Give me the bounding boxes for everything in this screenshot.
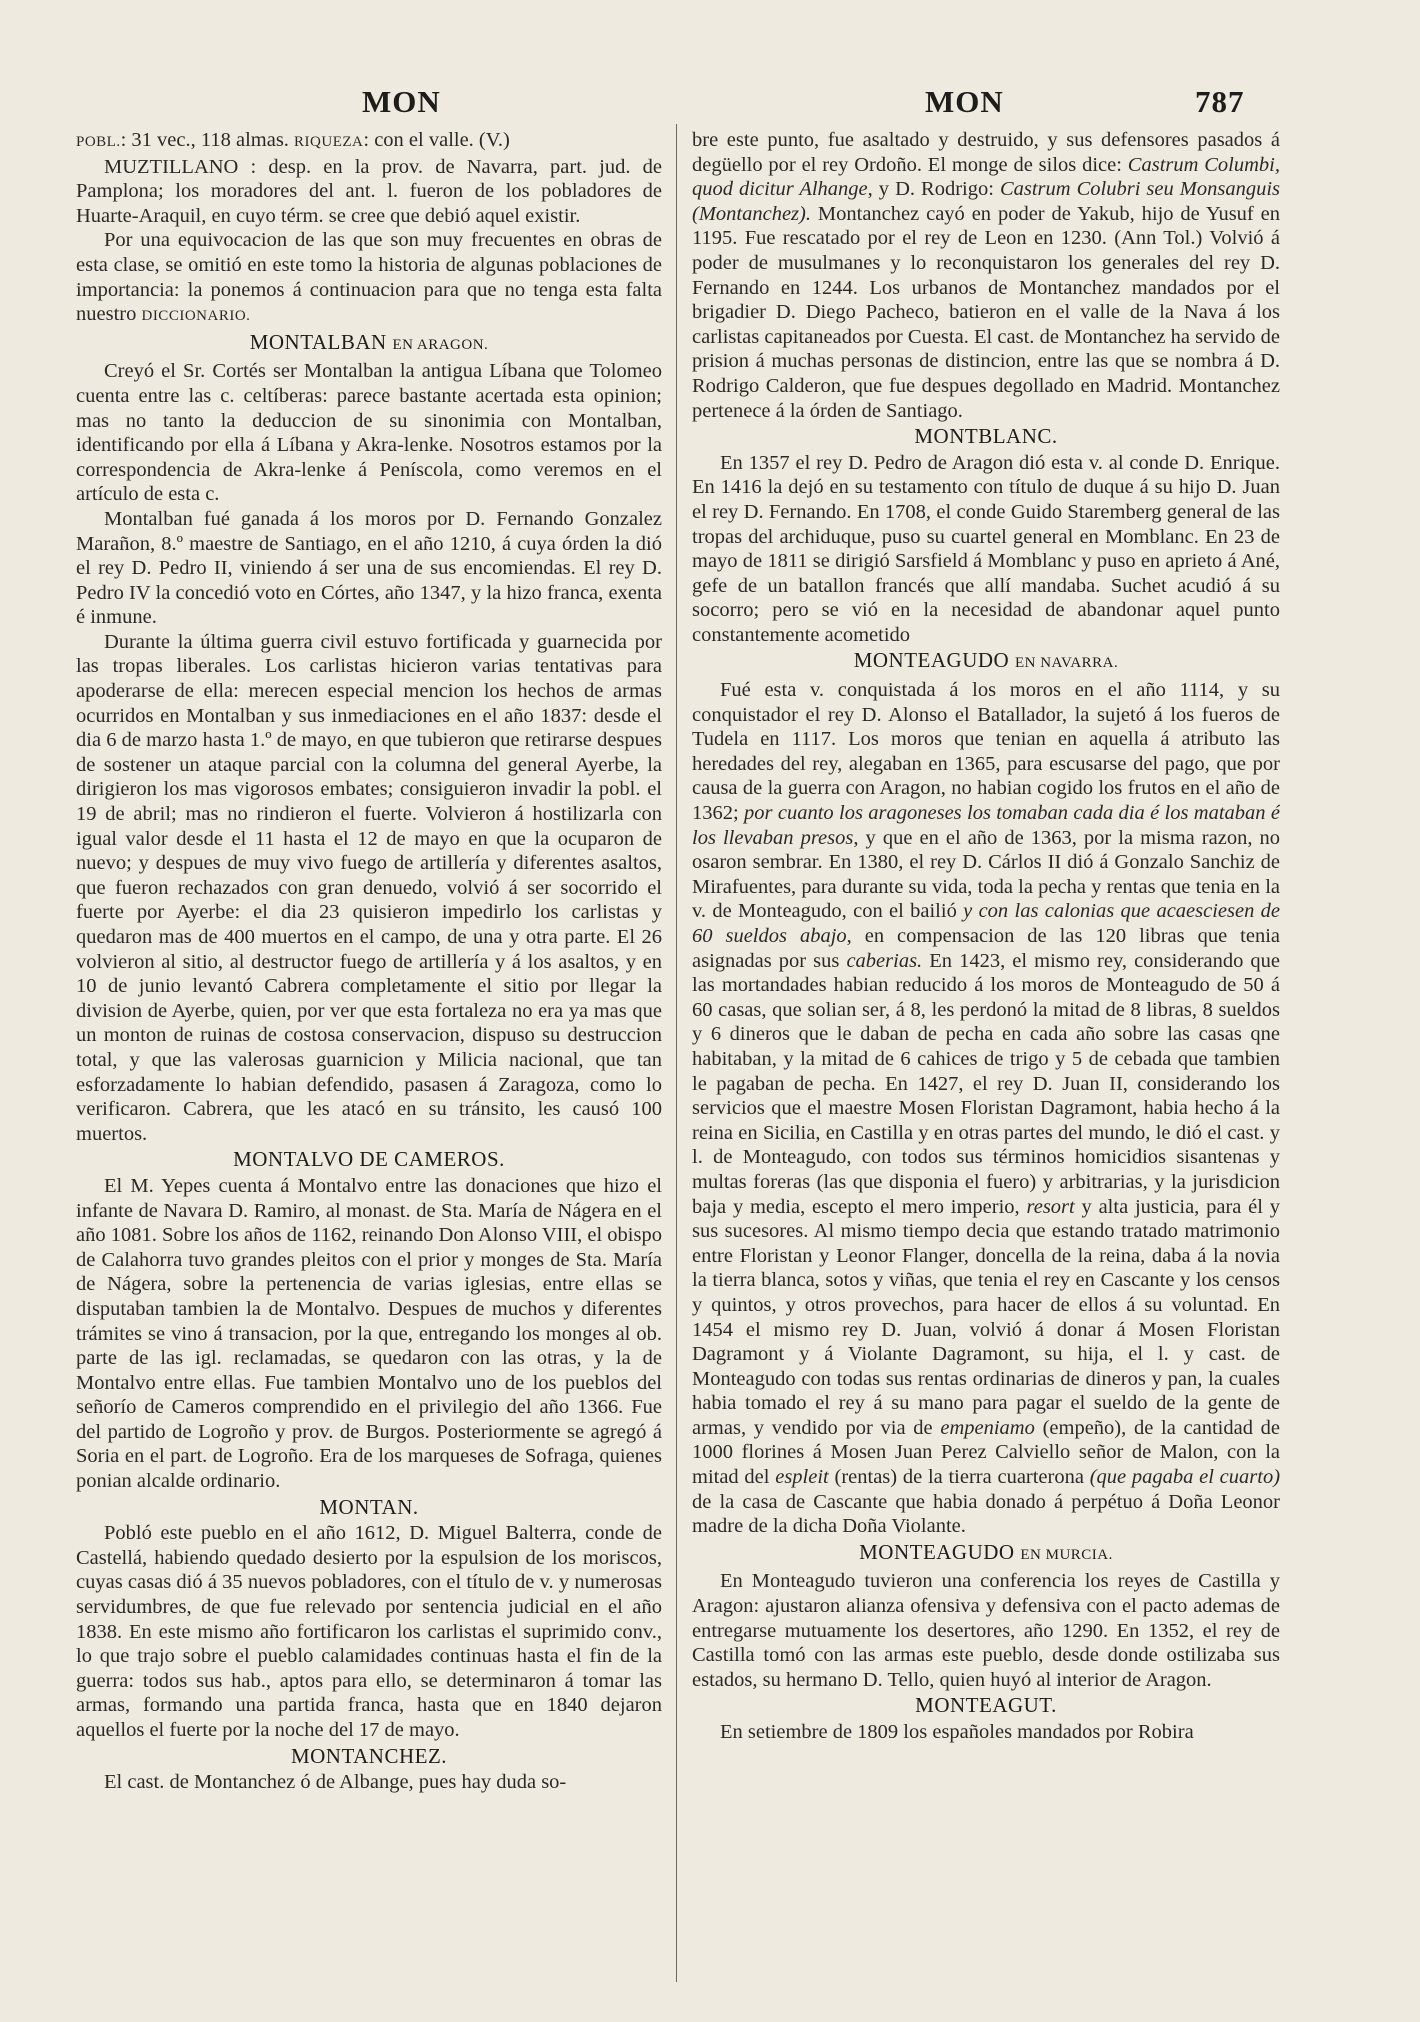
entry-muztillano: MUZTILLANO : desp. en la prov. de Navarra, part. jud. de Pamplona; los moradores del ant. l. fueron de los pobladores de Huarte-Araquil, en cuyo térm. se cree que debió aquel existir. — [76, 155, 662, 227]
column-divider — [676, 124, 677, 1982]
paragraph: En setiembre de 1809 los españoles mandados por Robira — [720, 1721, 1194, 1743]
header-right-word: MON — [925, 84, 1004, 119]
editor-note: Por una equivocacion de las que son muy frecuentes en obras de esta clase, se omitió en este tomo la historia de algunas poblaciones de importancia: la ponemos á continuacion para que no tenga esta falta nuestro DICCIONARIO. — [76, 229, 662, 326]
page-number: 787 — [1195, 84, 1245, 119]
header-left-word: MON — [362, 84, 441, 119]
heading-montblanc: MONTBLANC. — [914, 424, 1058, 449]
paragraph: Durante la última guerra civil estuvo fortificada y guarnecida por las tropas liberales. Los carlistas hicieron varias tentativas para apoderarse de ella: merecen especial mencion los hechos de armas ocurridos en Montalban y sus inmediaciones en el año 1837: desde el dia 6 de marzo hasta 1.º de mayo, en que tubieron que retirarse despues de sostener un ataque parcial con la columna del general Ayerbe, la dirigieron los mas vigorosos embates; consiguieron invadir la pobl. el 19 de abril; mas no rindieron el fuerte. Volvieron á hostilizarla con igual valor desde el 11 hasta el 12 de mayo en que la ocuparon de nuevo; y despues de muy vivo fuego de artillería y diferentes asaltos, que fueron rechazados con gran denuedo, volvió á ser socorrido el fuerte por Ayerbe: el dia 23 quisieron impedirlo los carlistas y quedaron mas de 400 muertos en el campo, de una y otra parte. El 26 volvieron al sitio, al destructor fuego de artillería y á los asaltos, y en 10 de junio levantó Cabrera completamente el sitio por llegar la division de Ayerbe, quien, por ver que esta fortaleza no era ya mas que un monton de ruinas de costosa conservacion, dispuso su destruccion total, y que las valerosas guarnicion y Milicia nacional, que tan esforzadamente lo habian defendido, pasasen á Zaragoza, como lo verificaron. Cabrera, que les atacó en su tránsito, les causó 100 muertos. — [76, 630, 662, 1145]
paragraph: En Monteagudo tuvieron una conferencia los reyes de Castilla y Aragon: ajustaron alianza ofensiva y defensiva con el pacto ademas de entregarse mutuamente los desertores, año 1290. En 1352, el rey de Castilla tomó con las armas este pueblo, desde donde ostilizaba sus estados, su hermano D. Tello, quien huyó al interior de Aragon. — [692, 1570, 1280, 1691]
heading-monteagudo-murcia: MONTEAGUDO EN MURCIA. — [859, 1539, 1113, 1564]
heading-montalban: MONTALBAN EN ARAGON. — [249, 329, 489, 354]
paragraph: Montalban fué ganada á los moros por D. Fernando Gonzalez Marañon, 8.º maestre de Santiago, en el año 1210, á cuya órden la dió el rey D. Pedro II, viniendo á ser una de sus encomiendas. El rey D. Pedro IV la concedió voto en Córtes, año 1347, y la hizo franca, exenta é inmune. — [76, 507, 662, 629]
entry-intro: POBL.: 31 vec., 118 almas. RIQUEZA: con el valle. (V.) — [76, 129, 510, 151]
heading-monteagudo-navarra: MONTEAGUDO EN NAVARRA. — [853, 648, 1119, 673]
paragraph: El cast. de Montanchez ó de Albange, pues hay duda so- — [104, 1771, 567, 1794]
paragraph: Creyó el Sr. Cortés ser Montalban la antigua Líbana que Tolomeo cuenta entre las c. celtíberas: parece bastante acertada esta opinion; mas no tanto la deduccion de su sinonimia con Montalban, identificando por ella á Líbana y Akra-lenke. Nosotros estamos por la correspondencia de Akra-lenke á Peníscola, como veremos en el artículo de esta c. — [76, 360, 662, 506]
heading-montan: MONTAN. — [319, 1494, 419, 1519]
running-header — [0, 84, 1420, 124]
heading-montanchez: MONTANCHEZ. — [290, 1743, 448, 1768]
heading-monteagut: MONTEAGUT. — [915, 1693, 1057, 1718]
paragraph-continued: bre este punto, fue asaltado y destruido, y sus defensores pasados á degüello por el rey Ordoño. El monge de silos dice: Castrum Columbi, quod dicitur Alhange, y D. Rodrigo: Castrum Colubri seu Monsanguis (Montanchez). Montanchez cayó en poder de Yakub, hijo de Yusuf en 1195. Fue rescatado por el rey de Leon en 1230. (Ann Tol.) Volvió á poder de musulmanes y lo reconquistaron los generales del rey D. Fernando en 1244. Los urbanos de Montanchez mandados por el brigadier D. Diego Pacheco, batieron en el valle de la Nava á los carlistas capitaneados por Cuesta. El cast. de Montanchez ha servido de prision á muchas personas de distincion, entre las que se nombra á D. Rodrigo Calderon, que fue despues degollado en Madrid. Montanchez pertenece á la órden de Santiago. — [692, 129, 1280, 422]
right-column — [692, 128, 1280, 2008]
paragraph: El M. Yepes cuenta á Montalvo entre las donaciones que hizo el infante de Navara D. Ramiro, al monast. de Sta. María de Nágera en el año 1081. Sobre los años de 1162, reinando Don Alonso VIII, el obispo de Calahorra tuvo grandes pleitos con el prior y monges de Sta. María de Nágera, sobre la pertenencia de varias iglesias, entre ellas se disputaban tambien la de Montalvo. Despues de muchos y diferentes trámites se vino á transacion, por la que, entregando los monges al ob. parte de las igl. reclamadas, se quedaron con las otras, y la de Montalvo entre ellas. Fue tambien Montalvo uno de los pueblos del señorío de Cameros comprendido en el privilegio del año 1366. Fue del partido de Logroño y prov. de Burgos. Posteriormente se agregó á Soria en el part. de Logroño. Era de los marqueses de Sofraga, quienes ponian alcalde ordinario. — [76, 1174, 662, 1493]
heading-montalvo: MONTALVO DE CAMEROS. — [233, 1147, 505, 1172]
paragraph: En 1357 el rey D. Pedro de Aragon dió esta v. al conde D. Enrique. En 1416 la dejó en su testamento con título de duque á su hijo D. Juan el rey D. Fernando. En 1708, el conde Guido Staremberg general de las tropas del archiduque, puso su cuartel general en Momblanc. En 23 de mayo de 1811 se dirigió Sarsfield á Momblanc y puso en aprieto á Ané, gefe de un batallon francés que allí mandaba. Suchet acudió á su socorro; pero se vió en la necesidad de abandonar aquel punto constantemente acometido — [692, 451, 1280, 646]
paragraph: Fué esta v. conquistada á los moros en el año 1114, y su conquistador el rey D. Alonso el Batallador, la sujetó á los fueros de Tudela en 1117. Los moros que tenian en aquella á atributo las heredades del rey, alegaban en 1365, para escusarse del pago, que por causa de la guerra con Aragon, no habian cogido los frutos en el año de 1362; por cuanto los aragoneses los tomaban cada dia é los mataban é los llevaban presos, y que en el año de 1363, por la misma razon, no osaron sembrar. En 1380, el rey D. Cárlos II dió á Gonzalo Sanchiz de Mirafuentes, para durante su vida, toda la pecha y rentas que tenia en la v. de Monteagudo, con el bailió y con las calonias que acaesciesen de 60 sueldos abajo, en compensacion de las 120 libras que tenia asignadas por sus caberias. En 1423, el mismo rey, considerando que las mortandades habian reducido á los moros de Monteagudo de 50 á 60 casas, que solian ser, á 8, les perdonó la mitad de 8 libras, 8 sueldos y 6 dineros que le daban de pecha en cada año sobre las casas qne habitaban, y la mitad de 6 cahices de trigo y 5 de cebada que tambien le pagaban de pecha. En 1427, el rey D. Juan II, considerando los servicios que el maestre Mosen Floristan Dagramont, habia hecho á la reina en Sicilia, en Castilla y en otras partes del mundo, le dió el cast. y l. de Monteagudo, con todos sus términos homicidios sisantenas y multas foreras (las que disponia el fuero) y arbitrarias, y la jurisdicion baja y media, escepto el mero imperio, resort y alta justicia, para él y sus sucesores. Al mismo tiempo decia que estando tratado matrimonio entre Floristan y Leonor Flanger, doncella de la reina, daba á la novia la tierra blanca, sotos y viñas, que tenia el rey en Cascante y los censos y quintos, y otros provechos, para hacer de ellos á su voluntad. En 1454 el mismo rey D. Juan, volvió á donar á Mosen Floristan Dagramont y á Violante Dagramont, su hija, el l. y cast. de Monteagudo con todas sus rentas ordinarias de dineros y pan, la cuales habia tomado el rey á su mano para pagar el sueldo de la gente de armas, y vendido por via de empeniamo (empeño), de la cantidad de 1000 florines á Mosen Juan Perez Calviello señor de Malon, con la mitad del espleit (rentas) de la tierra cuarterona (que pagaba el cuarto) de la casa de Cascante que habia donado á perpétuo á Doña Leonor madre de la dicha Doña Violante. — [692, 679, 1280, 1538]
paragraph: Pobló este pueblo en el año 1612, D. Miguel Balterra, conde de Castellá, habiendo quedado desierto por la espulsion de los moriscos, cuyas casas dió á 35 nuevos pobladores, con el título de v. y numerosas servidumbres, de que fue relevado por sentencia judicial en el año 1838. En este mismo año fortificaron los carlistas el suprimido conv., lo que trajo sobre el pueblo calamidades continuas hasta el fin de la guerra: todos sus hab., aptos para ello, se determinaron á tomar las armas, formando una partida franca, hasta que en 1840 dejaron aquellos el fuerte por la noche del 17 de mayo. — [76, 1522, 662, 1741]
left-column — [76, 128, 662, 2008]
